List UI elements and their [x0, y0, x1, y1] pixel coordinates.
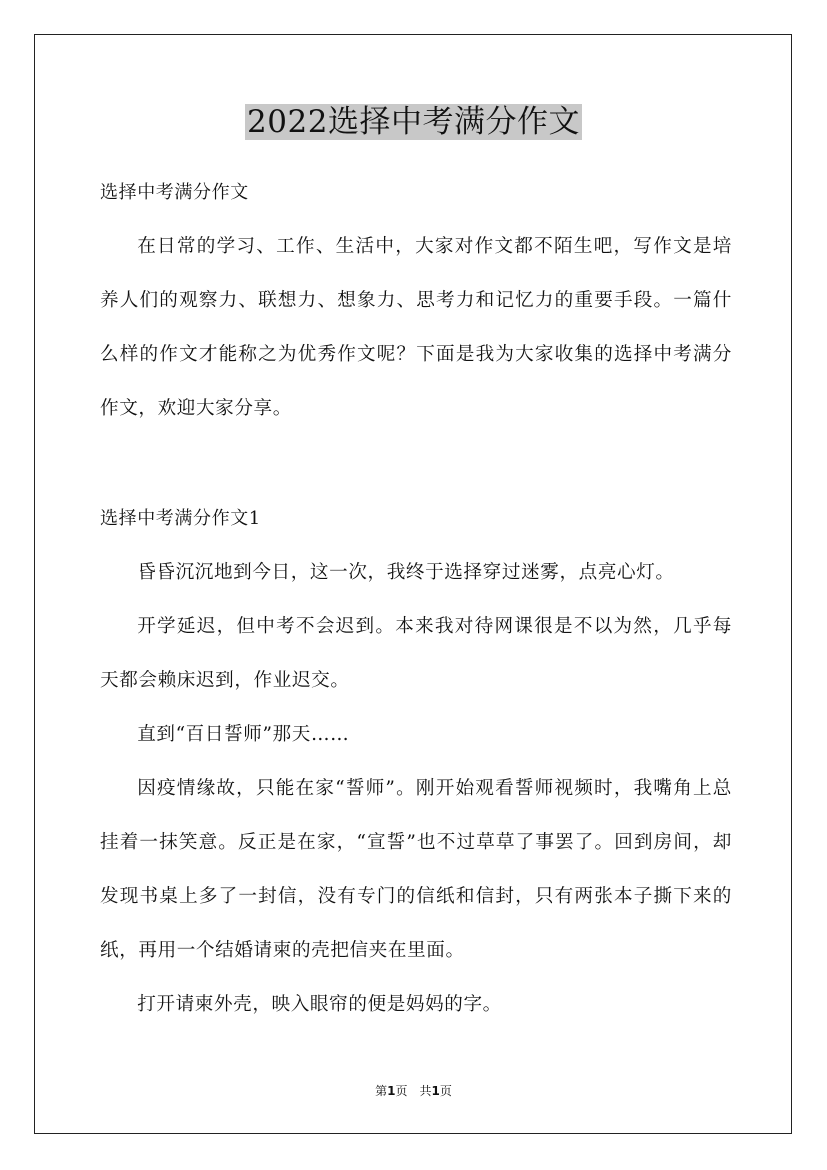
intro-section	[100, 166, 732, 436]
footer-prefix: 第	[375, 1084, 388, 1098]
footer-page-current: 1	[387, 1084, 396, 1098]
footer-suffix: 页	[439, 1084, 452, 1098]
essay-paragraph: 昏昏沉沉地到今日，这一次，我终于选择穿过迷雾，点亮心灯。	[137, 562, 675, 583]
intro-paragraph: 在日常的学习、工作、生活中，大家对作文都不陌生吧，写作文是培养人们的观察力、联想力、想象力、思考力和记忆力的重要手段。一篇什么样的作文才能称之为优秀作文呢？下面是我为大家收集的选择中考满分作文，欢迎大家分享。	[100, 236, 732, 419]
essay-section-1	[100, 492, 732, 1032]
essay-paragraph: 直到“百日誓师”那天……	[137, 724, 350, 745]
essay-paragraph: 打开请柬外壳，映入眼帘的便是妈妈的字。	[137, 994, 502, 1015]
footer-mid: 页 共	[395, 1084, 432, 1098]
page-footer	[0, 1083, 827, 1099]
document-title-text: 2022选择中考满分作文	[247, 104, 580, 140]
essay-paragraph: 因疫情缘故，只能在家“誓师”。刚开始观看誓师视频时，我嘴角上总挂着一抹笑意。反正是在家，“宣誓”也不过草草了事罢了。回到房间，却发现书桌上多了一封信，没有专门的信纸和信封，只有两张本子撕下来的纸，再用一个结婚请柬的壳把信夹在里面。	[100, 778, 732, 961]
footer-page-total: 1	[431, 1084, 440, 1098]
intro-heading: 选择中考满分作文	[100, 182, 249, 203]
document-title	[0, 100, 827, 144]
essay-paragraph: 开学延迟，但中考不会迟到。本来我对待网课很是不以为然，几乎每天都会赖床迟到，作业迟交。	[100, 616, 732, 691]
section1-heading: 选择中考满分作文1	[100, 508, 261, 529]
